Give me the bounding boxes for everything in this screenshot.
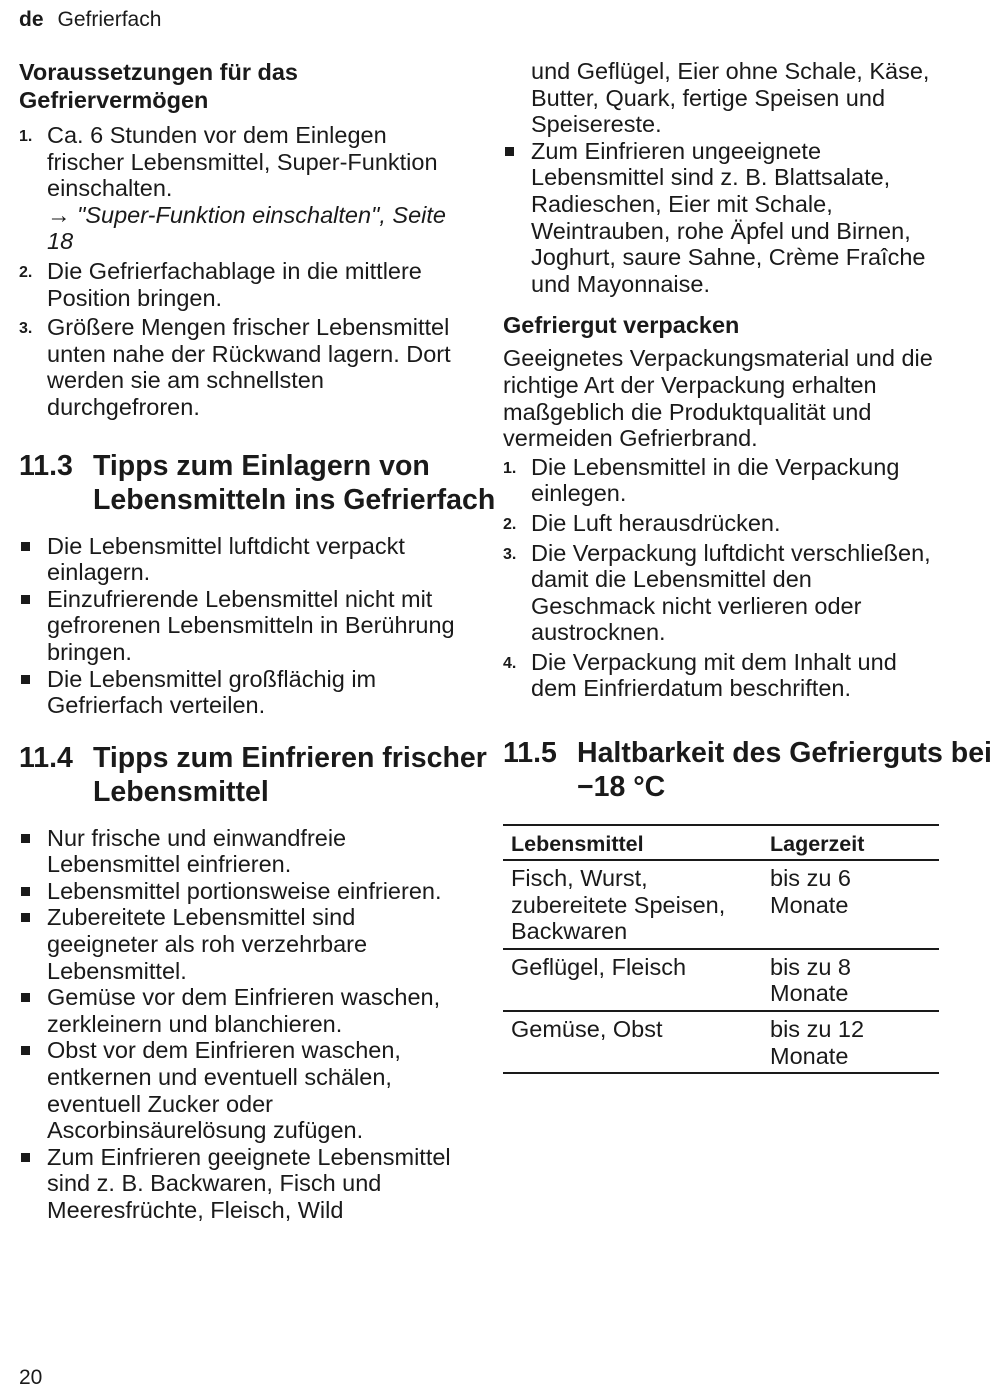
column-header-food: Lebensmittel [503,825,762,860]
unsuitable-foods-list [503,138,939,298]
bullet-icon [505,147,514,156]
section-11-4-list [19,825,459,1224]
list-item: Zum Einfrieren geeignete Lebensmittel sind z. B. Backwaren, Fisch und Meeresfrüchte, Fleisch, Wild [19,1144,459,1224]
bullet-icon [21,834,30,843]
bullet-icon [21,542,30,551]
section-11-3-list [19,533,459,719]
table-cell: Fisch, Wurst, zubereitete Speisen, Backwaren [503,860,762,949]
table-cell: Gemüse, Obst [503,1011,762,1073]
list-item: 2. Die Luft herausdrücken. [503,509,781,536]
list-item: 4. Die Verpackung mit dem Inhalt und dem Einfrierdatum beschriften. [503,648,897,702]
list-item: Gemüse vor dem Einfrieren waschen, zerkleinern und blanchieren. [19,984,459,1037]
page-number: 20 [19,1366,43,1389]
packaging-steps [503,454,939,702]
list-item: 1. Ca. 6 Stunden vor dem Einlegen frischer Lebensmittel, Super-Funktion einschalten. → "Super-Funktion einschalten", Seite 18 [19,122,459,255]
list-item: Einzufrierende Lebensmittel nicht mit gefrorenen Lebensmitteln in Berührung bringen. [19,586,459,666]
list-item: Lebensmittel portionsweise einfrieren. [19,878,459,905]
table-cell: bis zu 12 Monate [762,1011,940,1073]
chapter-name: Gefrierfach [57,8,162,31]
page-header [19,8,161,32]
list-item: Die Lebensmittel luftdicht verpackt einlagern. [19,533,459,586]
prerequisites-heading: Voraussetzungen für das Gefriervermögen [19,59,299,113]
packaging-intro: Geeignetes Verpackungsmaterial und die richtige Art der Verpackung erhalten maßgeblich die Produktqualität und vermeiden Gefrierbrand. [503,345,933,452]
list-item: 3. Größere Mengen frischer Lebensmittel unten nahe der Rückwand lagern. Dort werden sie am schnellsten durchgefroren. [19,314,451,420]
section-11-4-heading: 11.4 Tipps zum Einfrieren frischer Lebensmittel [19,741,487,808]
bullet-icon [21,1153,30,1162]
bullet-icon [21,675,30,684]
list-item: Die Lebensmittel großflächig im Gefrierfach verteilen. [19,666,459,719]
right-column [503,58,992,1074]
bullet-icon [21,1046,30,1055]
list-item: 3. Die Verpackung luftdicht verschließen, damit die Lebensmittel den Geschmack nicht verlieren oder austrocknen. [503,539,931,646]
table-cell: bis zu 6 Monate [762,860,940,949]
table-row [503,860,939,949]
left-column [19,58,496,1224]
table-cell: bis zu 8 Monate [762,949,940,1011]
list-item: 1. Die Lebensmittel in die Verpackung einlegen. [503,453,900,507]
list-item: Zubereitete Lebensmittel sind geeigneter als roh verzehrbare Lebensmittel. [19,904,459,984]
bullet-icon [21,913,30,922]
prerequisites-steps [19,122,459,421]
storage-time-table [503,824,939,1074]
column-header-storage-time: Lagerzeit [762,825,940,860]
page-reference-link[interactable]: → "Super-Funktion einschalten", Seite 18 [47,201,446,255]
list-item: 2. Die Gefrierfachablage in die mittlere Position bringen. [19,257,422,311]
table-cell: Geflügel, Fleisch [503,949,762,1011]
bullet-icon [21,595,30,604]
bullet-icon [21,993,30,1002]
language-code: de [19,8,44,31]
table-row [503,1011,939,1073]
section-11-3-heading: 11.3 Tipps zum Einlagern von Lebensmitteln ins Gefrierfach [19,449,496,516]
section-11-5-heading: 11.5 Haltbarkeit des Gefrierguts bei −18 °C [503,737,992,804]
list-item: Obst vor dem Einfrieren waschen, entkernen und eventuell schälen, eventuell Zucker oder Ascorbinsäurelösung zufügen. [19,1037,459,1143]
list-item: Zum Einfrieren ungeeignete Lebensmittel sind z. B. Blattsalate, Radieschen, Eier mit Schale, Weintrauben, rohe Äpfel und Birnen, Joghurt, saure Sahne, Crème Fraîche und Mayonnaise. [503,138,939,298]
list-item: Nur frische und einwandfreie Lebensmittel einfrieren. [19,825,459,878]
bullet-icon [21,887,30,896]
list-continuation: und Geflügel, Eier ohne Schale, Käse, Butter, Quark, fertige Speisen und Speisereste. [531,58,930,138]
table-row [503,949,939,1011]
table-header-row [503,825,939,860]
packaging-heading: Gefriergut verpacken [503,312,740,339]
